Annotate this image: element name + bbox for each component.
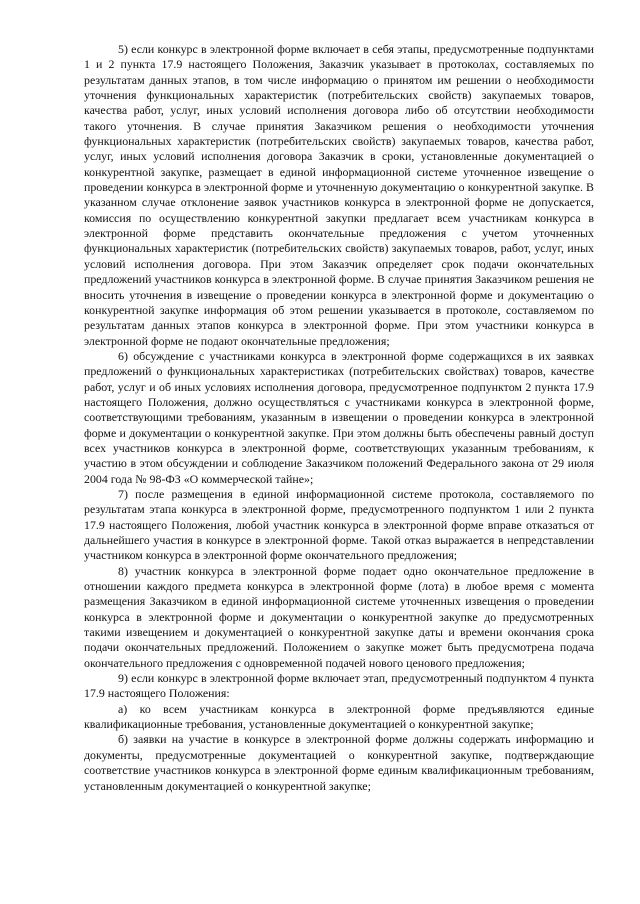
paragraph-item-5: 5) если конкурс в электронной форме включает в себя этапы, предусмотренные подпунктами 1 и 2 пункта 17.9 настоящего Положения, Заказчик указывает в протоколах, составляемых по результатам данных этапов, в том числе информацию о принятом им решении о необходимости уточнения функциональных характеристик (потребительских свойств) закупаемых товаров, качества работ, услуг, иных условий исполнения договора либо об отсутствии необходимости такого уточнения. В случае принятия Заказчиком решения о необходимости уточнения функциональных характеристик (потребительских свойств) закупаемых товаров, качества работ, услуг, иных условий исполнения договора Заказчик в сроки, установленные документацией о конкурентной закупке, размещает в единой информационной системе уточненное извещение о проведении конкурса в электронной форме и уточненную документацию о конкурентной закупке. В указанном случае отклонение заявок участников конкурса в электронной форме не допускается, комиссия по осуществлению конкурентной закупки предлагает всем участникам конкурса в электронной форме представить окончательные предложения с учетом уточненных функциональных характеристик (потребительских свойств) закупаемых товаров, работ, услуг, иных условий исполнения договора. При этом Заказчик определяет срок подачи окончательных предложений участников конкурса в электронной форме. В случае принятия Заказчиком решения не вносить уточнения в извещение о проведении конкурса в электронной форме и документацию о конкурентной закупке информация об этом решении указывается в протоколе, составляемом по результатам данных этапов конкурса в электронной форме. При этом участники конкурса в электронной форме не подают окончательные предложения; [84, 42, 594, 348]
paragraph-item-6: 6) обсуждение с участниками конкурса в электронной форме содержащихся в их заявках предложений о функциональных характеристиках (потребительских свойствах) товаров, качестве работ, услуг и об иных условиях исполнения договора, предусмотренное подпунктом 2 пункта 17.9 настоящего Положения, должно осуществляться с участниками конкурса в электронной форме, соответствующими требованиям, указанным в извещении о проведении конкурса в электронной форме и документации о конкурентной закупке. При этом должны быть обеспечены равный доступ всех участников конкурса в электронной форме, соответствующих указанным требованиям, к участию в этом обсуждении и соблюдение Заказчиком положений Федерального закона от 29 июля 2004 года № 98-ФЗ «О коммерческой тайне»; [84, 348, 594, 486]
paragraph-item-9: 9) если конкурс в электронной форме включает этап, предусмотренный подпунктом 4 пункта 17.9 настоящего Положения: [84, 671, 594, 701]
paragraph-subitem-a: а) ко всем участникам конкурса в электронной форме предъявляются единые квалификационные требования, установленные документацией о конкурентной закупке; [84, 701, 594, 732]
document-page [84, 42, 594, 794]
paragraph-item-7: 7) после размещения в единой информационной системе протокола, составляемого по результатам этапа конкурса в электронной форме, предусмотренного подпунктом 1 или 2 пункта 17.9 настоящего Положения, любой участник конкурса в электронной форме вправе отказаться от дальнейшего участия в конкурсе в электронной форме. Такой отказ выражается в непредставлении участником конкурса в электронной форме окончательного предложения; [84, 486, 594, 563]
paragraph-item-8: 8) участник конкурса в электронной форме подает одно окончательное предложение в отношении каждого предмета конкурса в электронной форме (лота) в любое время с момента размещения Заказчиком в единой информационной системе уточненных извещения о проведении конкурса в электронной форме и документации о конкурентной закупке до предусмотренных такими извещением и документацией о конкурентной закупке даты и времени окончания срока подачи окончательных предложений. Положением о закупке может быть предусмотрена подача окончательного предложения с одновременной подачей нового ценового предложения; [84, 563, 594, 670]
paragraph-subitem-b: б) заявки на участие в конкурсе в электронной форме должны содержать информацию и документы, предусмотренные документацией о конкурентной закупке, подтверждающие соответствие участников конкурса в электронной форме единым квалификационным требованиям, установленным документацией о конкурентной закупке; [84, 732, 594, 793]
